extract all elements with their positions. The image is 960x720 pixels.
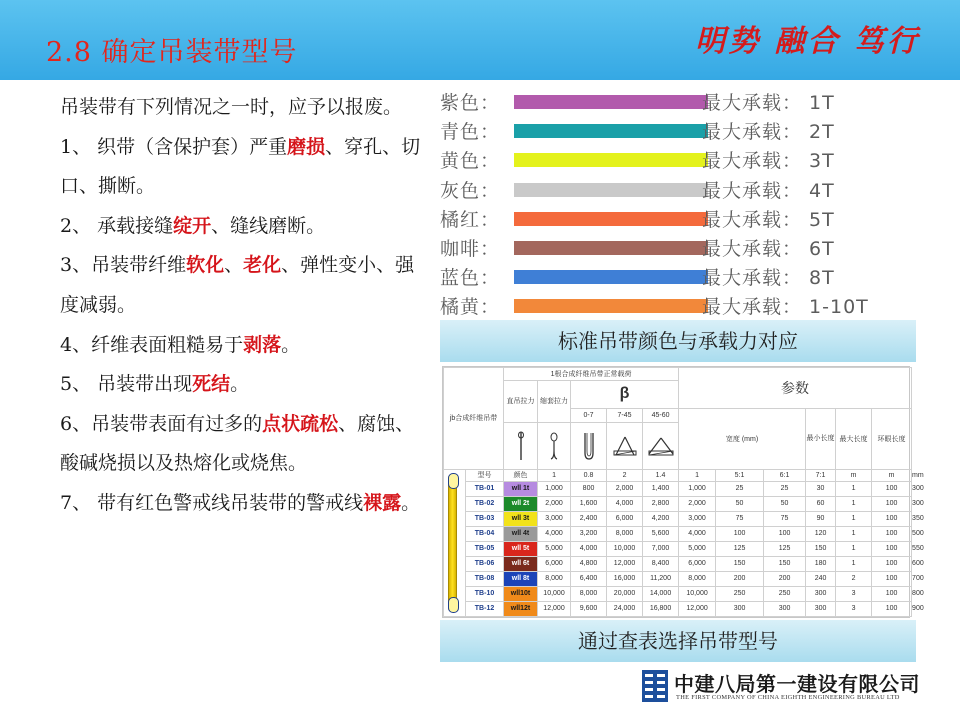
value-cell: 7,000 — [643, 541, 679, 556]
unit-cell: m — [872, 469, 912, 481]
value-cell: 4,200 — [643, 511, 679, 526]
scrap-item-text: 2、 承载接缝 — [60, 214, 174, 237]
value-cell: 25 — [764, 481, 806, 496]
color-capacity-row — [440, 174, 916, 203]
value-cell: 1 — [836, 496, 872, 511]
unit-cell: 1 — [679, 469, 716, 481]
value-cell: 2,000 — [607, 481, 643, 496]
value-cell: 200 — [716, 571, 764, 586]
spec-table — [443, 367, 924, 617]
value-cell: 4,000 — [679, 526, 716, 541]
model-cell: TB-04 — [466, 526, 504, 541]
beta-symbol: β — [571, 381, 679, 408]
color-name: 青色： — [440, 121, 501, 144]
color-name: 紫色： — [440, 92, 501, 114]
value-cell: 250 — [764, 586, 806, 601]
value-cell: 2,000 — [538, 496, 571, 511]
value-cell: 100 — [872, 586, 912, 601]
highlight-keyword: 裸露 — [363, 491, 402, 514]
color-capacity-row — [440, 144, 916, 173]
scrap-intro: 吊装带有下列情况之一时，应予以报废。 — [60, 96, 403, 118]
value-cell: 300 — [764, 601, 806, 616]
scrap-conditions-text — [60, 88, 432, 524]
params-title: 参数 — [679, 368, 912, 409]
spec-table-caption: 通过查表选择吊带型号 — [440, 620, 916, 662]
value-cell: 125 — [716, 541, 764, 556]
basket-lift-icon — [571, 422, 607, 469]
value-cell: 1 — [836, 556, 872, 571]
value-cell: 3,000 — [538, 511, 571, 526]
color-swatch — [514, 241, 708, 255]
max-load-label: 最大承载： 5T — [702, 208, 835, 231]
model-cell: TB-03 — [466, 511, 504, 526]
ring-length-label: 环眼长度 — [872, 408, 912, 469]
value-cell: 50 — [764, 496, 806, 511]
value-cell: 2 — [836, 571, 872, 586]
value-cell: 3,000 — [679, 511, 716, 526]
value-cell: 8,400 — [643, 556, 679, 571]
color-tag-cell: wll 8t — [504, 571, 538, 586]
highlight-keyword: 绽开 — [173, 214, 212, 237]
scrap-item-text: 7、 带有红色警戒线吊装带的警戒线 — [60, 491, 364, 514]
highlight-keyword: 死结 — [192, 373, 231, 396]
scrap-item-text: 、缝线磨断。 — [211, 214, 326, 237]
max-length-label: 最大长度 — [836, 408, 872, 469]
value-cell: 2,400 — [571, 511, 607, 526]
color-tag-cell: wll12t — [504, 601, 538, 616]
color-tag-cell: wll 2t — [504, 496, 538, 511]
value-cell: 100 — [872, 541, 912, 556]
scrap-item-text: 。 — [230, 373, 250, 396]
value-cell: 8,000 — [571, 586, 607, 601]
highlight-keyword: 软化 — [186, 254, 225, 277]
scrap-item-text: 。 — [281, 333, 301, 356]
value-cell: 125 — [764, 541, 806, 556]
unit-cell: 0.8 — [571, 469, 607, 481]
value-cell: 3,200 — [571, 526, 607, 541]
value-cell: 11,200 — [643, 571, 679, 586]
beta-range-2: 7-45 — [607, 408, 643, 422]
color-tag-cell: wll 6t — [504, 556, 538, 571]
value-cell: 8,000 — [538, 571, 571, 586]
unit-cell: 2 — [607, 469, 643, 481]
highlight-keyword: 磨损 — [287, 135, 326, 158]
value-cell: 4,000 — [607, 496, 643, 511]
value-cell: 1 — [836, 526, 872, 541]
value-cell: 150 — [764, 556, 806, 571]
color-capacity-row — [440, 290, 916, 319]
color-tag-cell: wll 5t — [504, 541, 538, 556]
value-cell: 1,000 — [538, 481, 571, 496]
value-cell: 30 — [806, 481, 836, 496]
value-cell: 25 — [716, 481, 764, 496]
highlight-keyword: 老化 — [243, 254, 282, 277]
scrap-item — [60, 207, 432, 247]
value-cell: 4,800 — [571, 556, 607, 571]
model-cell: TB-10 — [466, 586, 504, 601]
value-cell: 12,000 — [607, 556, 643, 571]
table-row: TB-10 wll10t 10,000 8,000 20,000 14,000 10,000 250 250 300 3 100 800 — [444, 586, 912, 601]
model-cell: TB-05 — [466, 541, 504, 556]
model-cell: TB-12 — [466, 601, 504, 616]
scrap-item — [60, 405, 432, 484]
max-load-label: 最大承载： 3T — [702, 150, 835, 173]
scrap-item-text: 、弹性变小、强度减弱。 — [60, 254, 415, 316]
unit-cell: 7:1 — [806, 469, 836, 481]
scrap-item-text: 、 — [224, 254, 244, 277]
color-swatch — [514, 212, 708, 226]
value-cell: 10,000 — [679, 586, 716, 601]
straight-lift-icon — [504, 422, 538, 469]
spec-table-image — [442, 366, 924, 618]
value-cell: 75 — [716, 511, 764, 526]
max-load-label: 最大承载： 2T — [702, 121, 835, 144]
header-bar — [0, 0, 960, 80]
col-choke: 缩套拉力 — [538, 381, 571, 423]
color-swatch — [514, 299, 708, 313]
highlight-keyword: 剥落 — [243, 333, 282, 356]
color-name: 蓝色： — [440, 267, 501, 290]
value-cell: 800 — [571, 481, 607, 496]
value-cell: 150 — [716, 556, 764, 571]
color-swatch — [514, 95, 708, 109]
value-cell: 300 — [806, 586, 836, 601]
scrap-item — [60, 128, 432, 207]
value-cell: 4,000 — [571, 541, 607, 556]
sling-illustration-icon — [444, 469, 466, 617]
value-cell: 150 — [806, 541, 836, 556]
table-row: TB-08 wll 8t 8,000 6,400 16,000 11,200 8,000 200 200 240 2 100 700 — [444, 571, 912, 586]
value-cell: 100 — [872, 601, 912, 616]
value-cell: 1 — [836, 481, 872, 496]
color-name: 橘黄： — [440, 296, 501, 319]
value-cell: 100 — [872, 511, 912, 526]
table-row: TB-01 wll 1t 1,000 800 2,000 1,400 1,000 25 25 30 1 100 300 — [444, 481, 912, 496]
cscec-logo-icon — [642, 670, 668, 702]
value-cell: 10,000 — [538, 586, 571, 601]
value-cell: 24,000 — [607, 601, 643, 616]
color-swatch — [514, 270, 708, 284]
value-cell: 90 — [806, 511, 836, 526]
scrap-item — [60, 365, 432, 405]
color-swatch — [514, 183, 708, 197]
value-cell: 16,800 — [643, 601, 679, 616]
color-name: 黄色： — [440, 150, 501, 173]
value-cell: 8,000 — [607, 526, 643, 541]
table-row: TB-04 wll 4t 4,000 3,200 8,000 5,600 4,000 100 100 120 1 100 500 — [444, 526, 912, 541]
color-tag-cell: wll10t — [504, 586, 538, 601]
table-row: TB-06 wll 6t 6,000 4,800 12,000 8,400 6,000 150 150 180 1 100 600 — [444, 556, 912, 571]
value-cell: 6,000 — [607, 511, 643, 526]
value-cell: 1,600 — [571, 496, 607, 511]
table-row: TB-05 wll 5t 5,000 4,000 10,000 7,000 5,000 125 125 150 1 100 550 — [444, 541, 912, 556]
width-label: 宽度 (mm) — [679, 408, 806, 469]
color-capacity-row — [440, 232, 916, 261]
value-cell: 1 — [836, 511, 872, 526]
max-load-label: 最大承载： 4T — [702, 179, 835, 202]
value-cell: 20,000 — [607, 586, 643, 601]
value-cell: 50 — [716, 496, 764, 511]
color-swatch — [514, 124, 708, 138]
model-cell: TB-02 — [466, 496, 504, 511]
value-cell: 100 — [872, 496, 912, 511]
value-cell: 12,000 — [679, 601, 716, 616]
value-cell: 300 — [806, 601, 836, 616]
scrap-item-text: 、腐蚀、酸碱烧损以及热熔化或烧焦。 — [60, 412, 415, 475]
value-cell: 60 — [806, 496, 836, 511]
color-capacity-row — [440, 261, 916, 290]
value-cell: 2,800 — [643, 496, 679, 511]
color-capacity-row — [440, 115, 916, 144]
value-cell: 3 — [836, 601, 872, 616]
color-capacity-row — [440, 203, 916, 232]
unit-cell: 1 — [538, 469, 571, 481]
choke-lift-icon — [538, 422, 571, 469]
model-cell: TB-06 — [466, 556, 504, 571]
value-cell: 9,600 — [571, 601, 607, 616]
value-cell: 100 — [764, 526, 806, 541]
unit-cell: 6:1 — [764, 469, 806, 481]
scrap-item — [60, 484, 432, 524]
color-tag-cell: wll 4t — [504, 526, 538, 541]
corner-label: jb合成纤维吊带 — [444, 368, 504, 470]
value-cell: 1 — [836, 541, 872, 556]
value-cell: 12,000 — [538, 601, 571, 616]
value-cell: 250 — [716, 586, 764, 601]
col-straight: 直吊拉力 — [504, 381, 538, 423]
value-cell: 240 — [806, 571, 836, 586]
value-cell: 300 — [716, 601, 764, 616]
table-row: TB-02 wll 2t 2,000 1,600 4,000 2,800 2,000 50 50 60 1 100 300 — [444, 496, 912, 511]
value-cell: 180 — [806, 556, 836, 571]
value-cell: 100 — [872, 571, 912, 586]
value-cell: 1,000 — [679, 481, 716, 496]
slogan: 明势 融合 笃行 — [695, 24, 920, 59]
angle-lift-7-45-icon — [607, 422, 643, 469]
color-capacity-panel — [440, 86, 916, 322]
value-cell: 16,000 — [607, 571, 643, 586]
scrap-item-text: 4、纤维表面粗糙易于 — [60, 333, 244, 356]
unit-cell: 颜色 — [504, 469, 538, 481]
max-load-label: 最大承载： 6T — [702, 238, 835, 260]
min-length-label: 最小长度 — [806, 408, 836, 469]
scrap-item-text: 3、吊装带纤维 — [60, 254, 187, 277]
company-name-cn: 中建八局第一建设有限公司 — [674, 672, 920, 696]
value-cell: 1,400 — [643, 481, 679, 496]
scrap-item — [60, 246, 432, 325]
color-name: 咖啡： — [440, 238, 501, 260]
value-cell: 3 — [836, 586, 872, 601]
beta-range-1: 0-7 — [571, 408, 607, 422]
value-cell: 75 — [764, 511, 806, 526]
value-cell: 100 — [872, 526, 912, 541]
model-cell: TB-01 — [466, 481, 504, 496]
color-name: 灰色： — [440, 179, 501, 202]
page-title: 2.8 确定吊装带型号 — [46, 37, 298, 68]
unit-cell: m — [836, 469, 872, 481]
color-capacity-row — [440, 86, 916, 115]
value-cell: 5,000 — [679, 541, 716, 556]
value-cell: 200 — [764, 571, 806, 586]
load-group-title: 1根合成纤维吊带正常载荷 — [504, 368, 679, 381]
scrap-item-text: 6、吊装带表面有过多的 — [60, 412, 263, 435]
angle-lift-45-60-icon — [643, 422, 679, 469]
scrap-item-text: 5、 吊装带出现 — [60, 373, 193, 396]
value-cell: 5,000 — [538, 541, 571, 556]
color-swatch — [514, 153, 708, 167]
color-tag-cell: wll 3t — [504, 511, 538, 526]
value-cell: 6,000 — [679, 556, 716, 571]
value-cell: 120 — [806, 526, 836, 541]
model-cell: TB-08 — [466, 571, 504, 586]
value-cell: 2,000 — [679, 496, 716, 511]
value-cell: 8,000 — [679, 571, 716, 586]
unit-cell: 1.4 — [643, 469, 679, 481]
value-cell: 10,000 — [607, 541, 643, 556]
scrap-item-text: 、穿孔、切口、撕断。 — [60, 135, 421, 198]
scrap-items-list — [60, 128, 432, 524]
max-load-label: 最大承载： 1T — [702, 92, 835, 114]
table-row: TB-12 wll12t 12,000 9,600 24,000 16,800 12,000 300 300 300 3 100 900 — [444, 601, 912, 616]
company-name-en: THE FIRST COMPANY OF CHINA EIGHTH ENGINEERING BUREAU LTD — [676, 694, 900, 701]
value-cell: 6,400 — [571, 571, 607, 586]
value-cell: 5,600 — [643, 526, 679, 541]
table-row: TB-03 wll 3t 3,000 2,400 6,000 4,200 3,000 75 75 90 1 100 350 — [444, 511, 912, 526]
color-tag-cell: wll 1t — [504, 481, 538, 496]
scrap-item-text: 1、 织带（含保护套）严重 — [60, 135, 288, 158]
color-name: 橘红： — [440, 208, 501, 231]
unit-row: 型号 颜色 1 0.8 2 1.4 1 5:1 6:1 7:1 m m mm — [444, 469, 912, 481]
value-cell: 14,000 — [643, 586, 679, 601]
beta-range-3: 45-60 — [643, 408, 679, 422]
highlight-keyword: 点状疏松 — [262, 412, 339, 435]
color-capacity-caption: 标准吊带颜色与承载力对应 — [440, 320, 916, 362]
value-cell: 6,000 — [538, 556, 571, 571]
value-cell: 100 — [872, 556, 912, 571]
max-load-label: 最大承载： 1-10T — [702, 296, 869, 319]
value-cell: 100 — [872, 481, 912, 496]
unit-cell: 5:1 — [716, 469, 764, 481]
scrap-item-text: 。 — [401, 491, 421, 514]
scrap-item — [60, 326, 432, 366]
value-cell: 100 — [716, 526, 764, 541]
max-load-label: 最大承载： 8T — [702, 267, 835, 290]
unit-cell: 型号 — [466, 469, 504, 481]
value-cell: 4,000 — [538, 526, 571, 541]
